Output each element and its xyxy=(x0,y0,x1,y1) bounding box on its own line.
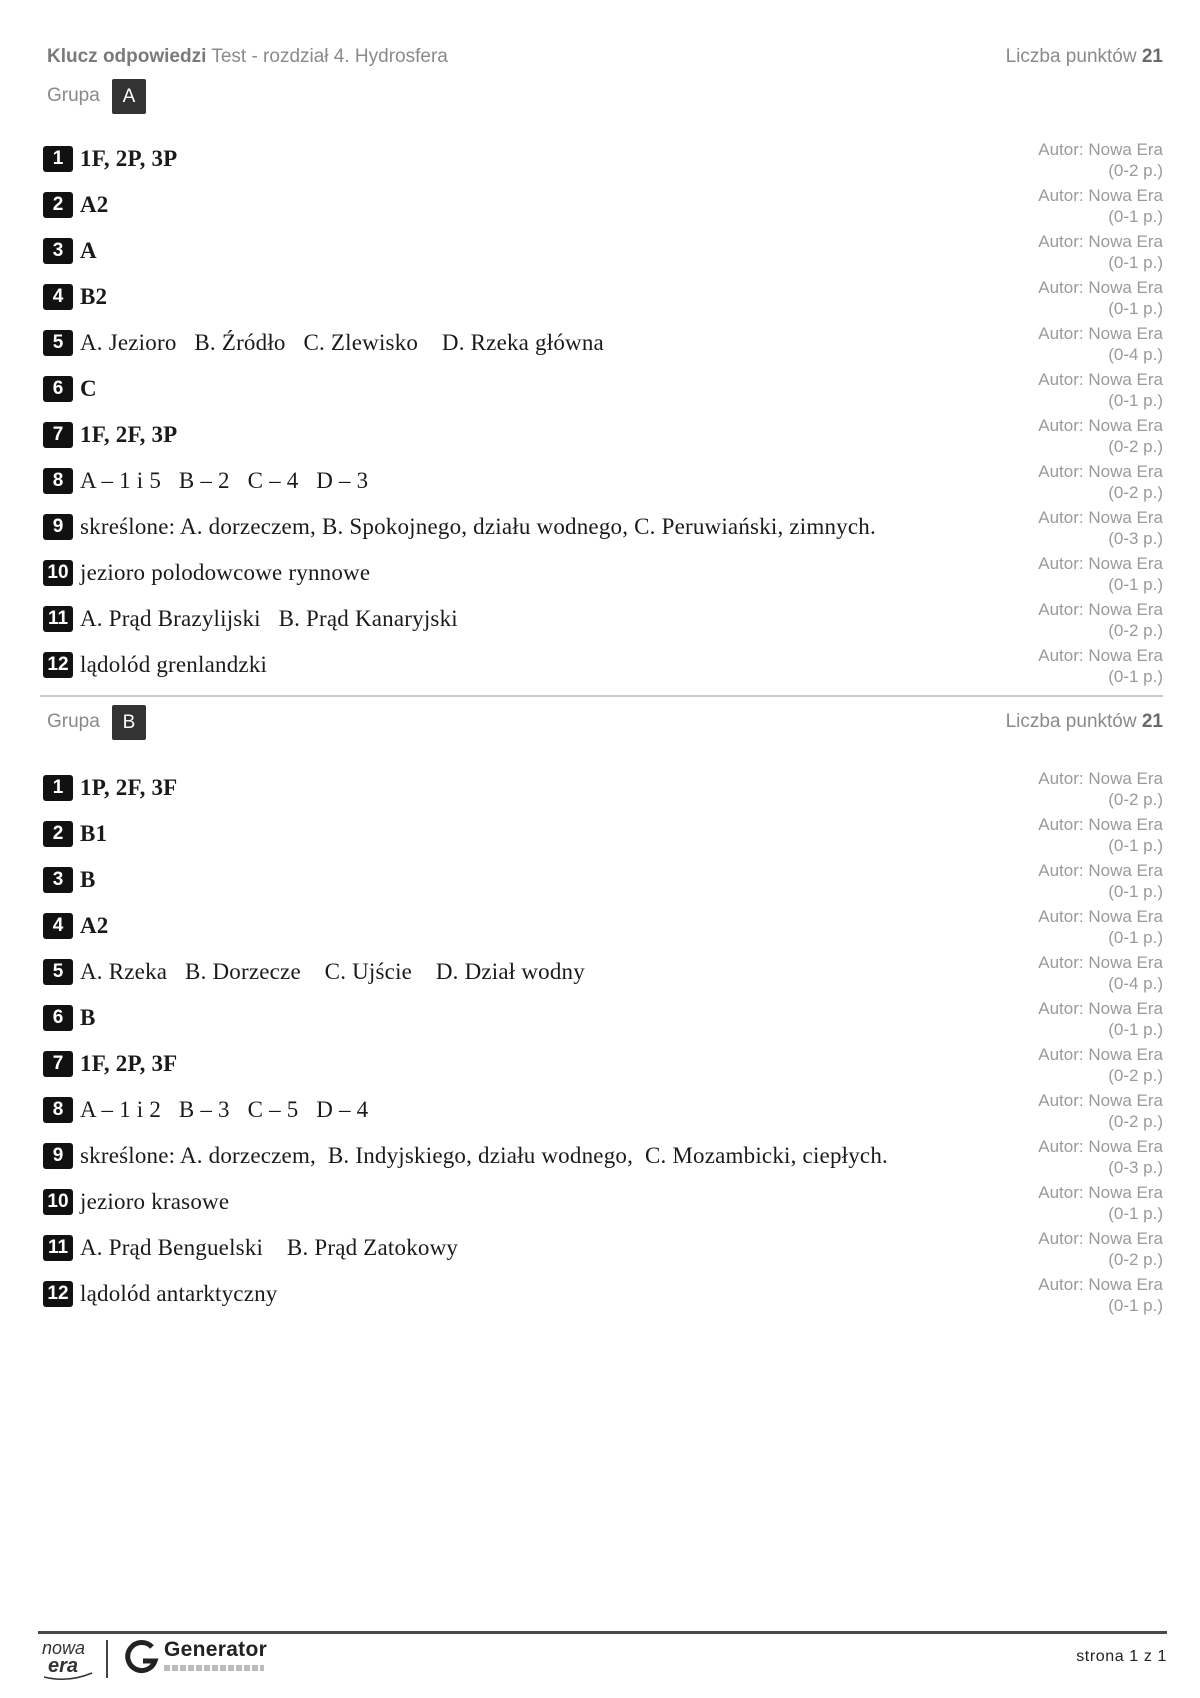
answer-text: 1F, 2P, 3F xyxy=(80,1051,178,1076)
answer-text: A2 xyxy=(80,192,109,217)
author-label: Autor: Nowa Era xyxy=(1038,462,1163,481)
score-range: (0-1 p.) xyxy=(1108,667,1163,686)
answer-row xyxy=(40,1091,1163,1141)
answer-row xyxy=(40,324,1163,374)
question-number-badge: 1 xyxy=(43,146,73,172)
question-number-badge: 4 xyxy=(43,913,73,939)
nowa-era-logo xyxy=(40,1637,96,1681)
question-number-badge: 1 xyxy=(43,775,73,801)
answer-text: B1 xyxy=(80,821,108,846)
document-title xyxy=(47,46,448,68)
author-label: Autor: Nowa Era xyxy=(1038,646,1163,665)
answer-row xyxy=(40,907,1163,957)
answer-meta xyxy=(1038,231,1163,273)
answer-row xyxy=(40,600,1163,650)
answer-meta xyxy=(1038,553,1163,595)
score-range: (0-1 p.) xyxy=(1108,207,1163,226)
points-value: 21 xyxy=(1141,711,1163,732)
logo-nowa-text: nowa xyxy=(42,1638,86,1658)
answer-text: lądolód antarktyczny xyxy=(80,1281,278,1306)
question-number-badge: 8 xyxy=(43,468,73,494)
answer-meta xyxy=(1038,860,1163,902)
group-header xyxy=(40,79,1163,119)
question-number-badge: 11 xyxy=(43,1235,73,1261)
group-points xyxy=(1006,711,1163,733)
score-range: (0-2 p.) xyxy=(1108,1250,1163,1269)
answer-text: 1F, 2F, 3P xyxy=(80,422,178,447)
nowa-era-logo-mark xyxy=(40,1637,96,1681)
answer-meta xyxy=(1038,814,1163,856)
question-number-badge: 10 xyxy=(43,560,73,586)
answer-list-b xyxy=(40,769,1163,1325)
score-range: (0-4 p.) xyxy=(1108,974,1163,993)
title-bold: Klucz odpowiedzi xyxy=(47,46,207,67)
author-label: Autor: Nowa Era xyxy=(1038,861,1163,880)
group-badge: A xyxy=(112,79,146,114)
score-range: (0-1 p.) xyxy=(1108,882,1163,901)
answer-row xyxy=(40,815,1163,865)
answer-row xyxy=(40,1183,1163,1233)
author-label: Autor: Nowa Era xyxy=(1038,907,1163,926)
author-label: Autor: Nowa Era xyxy=(1038,232,1163,251)
answer-text: skreślone: A. dorzeczem, B. Indyjskiego, działu wodnego, C. Mozambicki, ciepłych. xyxy=(80,1143,888,1168)
author-label: Autor: Nowa Era xyxy=(1038,324,1163,343)
generator-logo-text: Generator xyxy=(164,1638,268,1661)
answer-meta xyxy=(1038,1228,1163,1270)
score-range: (0-3 p.) xyxy=(1108,529,1163,548)
score-range: (0-4 p.) xyxy=(1108,345,1163,364)
question-number-badge: 11 xyxy=(43,606,73,632)
answer-text: A – 1 i 5 B – 2 C – 4 D – 3 xyxy=(80,468,369,493)
title-rest: Test - rozdział 4. Hydrosfera xyxy=(211,46,448,67)
author-label: Autor: Nowa Era xyxy=(1038,140,1163,159)
score-range: (0-1 p.) xyxy=(1108,299,1163,318)
score-range: (0-3 p.) xyxy=(1108,1158,1163,1177)
question-number-badge: 2 xyxy=(43,821,73,847)
answer-meta xyxy=(1038,1182,1163,1224)
answer-meta xyxy=(1038,998,1163,1040)
answer-text: B xyxy=(80,1005,96,1030)
answer-text: 1P, 2F, 3F xyxy=(80,775,178,800)
author-label: Autor: Nowa Era xyxy=(1038,769,1163,788)
answer-row xyxy=(40,186,1163,236)
author-label: Autor: Nowa Era xyxy=(1038,600,1163,619)
author-label: Autor: Nowa Era xyxy=(1038,815,1163,834)
answer-meta xyxy=(1038,507,1163,549)
question-number-badge: 3 xyxy=(43,238,73,264)
score-range: (0-1 p.) xyxy=(1108,1020,1163,1039)
answer-row xyxy=(40,140,1163,190)
answer-meta xyxy=(1038,1090,1163,1132)
answer-row xyxy=(40,232,1163,282)
answer-text: A – 1 i 2 B – 3 C – 5 D – 4 xyxy=(80,1097,369,1122)
logo-separator xyxy=(106,1640,108,1678)
answer-text: B xyxy=(80,867,96,892)
points-value: 21 xyxy=(1141,46,1163,67)
author-label: Autor: Nowa Era xyxy=(1038,278,1163,297)
question-number-badge: 10 xyxy=(43,1189,73,1215)
answer-text: B2 xyxy=(80,284,108,309)
answer-meta xyxy=(1038,906,1163,948)
answer-row xyxy=(40,370,1163,420)
answer-text: 1F, 2P, 3P xyxy=(80,146,178,171)
answer-row xyxy=(40,1045,1163,1095)
answer-row xyxy=(40,416,1163,466)
question-number-badge: 6 xyxy=(43,376,73,402)
group-badge: B xyxy=(112,705,146,740)
answer-meta xyxy=(1038,369,1163,411)
group-a xyxy=(40,79,1163,119)
answer-meta xyxy=(1038,323,1163,365)
answer-row xyxy=(40,1229,1163,1279)
author-label: Autor: Nowa Era xyxy=(1038,999,1163,1018)
answer-text: A2 xyxy=(80,913,109,938)
answer-meta xyxy=(1038,645,1163,687)
answer-meta xyxy=(1038,1044,1163,1086)
answer-row xyxy=(40,646,1163,696)
points-label: Liczba punktów xyxy=(1005,46,1137,67)
answer-row xyxy=(40,508,1163,558)
answer-row xyxy=(40,554,1163,604)
score-range: (0-2 p.) xyxy=(1108,1066,1163,1085)
score-range: (0-1 p.) xyxy=(1108,253,1163,272)
total-points xyxy=(1006,46,1163,68)
answer-text: A. Rzeka B. Dorzecze C. Ujście D. Dział wodny xyxy=(80,959,585,984)
question-number-badge: 4 xyxy=(43,284,73,310)
score-range: (0-2 p.) xyxy=(1108,483,1163,502)
answer-meta xyxy=(1038,139,1163,181)
author-label: Autor: Nowa Era xyxy=(1038,1229,1163,1248)
author-label: Autor: Nowa Era xyxy=(1038,1137,1163,1156)
question-number-badge: 9 xyxy=(43,1143,73,1169)
score-range: (0-2 p.) xyxy=(1108,437,1163,456)
author-label: Autor: Nowa Era xyxy=(1038,186,1163,205)
answer-meta xyxy=(1038,185,1163,227)
author-label: Autor: Nowa Era xyxy=(1038,1275,1163,1294)
points-label: Liczba punktów xyxy=(1005,711,1137,732)
generator-tagline-mark xyxy=(164,1665,264,1671)
score-range: (0-1 p.) xyxy=(1108,836,1163,855)
author-label: Autor: Nowa Era xyxy=(1038,554,1163,573)
score-range: (0-2 p.) xyxy=(1108,621,1163,640)
answer-meta xyxy=(1038,768,1163,810)
answer-text: A. Prąd Benguelski B. Prąd Zatokowy xyxy=(80,1235,459,1260)
answer-meta xyxy=(1038,277,1163,319)
answer-row xyxy=(40,861,1163,911)
answer-meta xyxy=(1038,599,1163,641)
generator-g-icon xyxy=(122,1637,162,1677)
answer-meta xyxy=(1038,415,1163,457)
author-label: Autor: Nowa Era xyxy=(1038,370,1163,389)
answer-list-a xyxy=(40,140,1163,696)
question-number-badge: 12 xyxy=(43,1281,73,1307)
score-range: (0-1 p.) xyxy=(1108,928,1163,947)
author-label: Autor: Nowa Era xyxy=(1038,1091,1163,1110)
question-number-badge: 3 xyxy=(43,867,73,893)
question-number-badge: 7 xyxy=(43,422,73,448)
answer-text: A. Jezioro B. Źródło C. Zlewisko D. Rzeka główna xyxy=(80,330,604,355)
answer-row xyxy=(40,769,1163,819)
score-range: (0-2 p.) xyxy=(1108,1112,1163,1131)
author-label: Autor: Nowa Era xyxy=(1038,416,1163,435)
group-label: Grupa xyxy=(47,711,100,732)
group-header xyxy=(40,705,1163,745)
answer-meta xyxy=(1038,1274,1163,1316)
footer-rule xyxy=(38,1631,1167,1634)
question-number-badge: 9 xyxy=(43,514,73,540)
answer-text: jezioro krasowe xyxy=(80,1189,230,1214)
logo-era-text: era xyxy=(48,1655,79,1677)
page-number: strona 1 z 1 xyxy=(1076,1648,1167,1665)
answer-text: C xyxy=(80,376,97,401)
score-range: (0-2 p.) xyxy=(1108,790,1163,809)
question-number-badge: 2 xyxy=(43,192,73,218)
answer-meta xyxy=(1038,461,1163,503)
answer-text: A. Prąd Brazylijski B. Prąd Kanaryjski xyxy=(80,606,458,631)
author-label: Autor: Nowa Era xyxy=(1038,508,1163,527)
score-range: (0-1 p.) xyxy=(1108,1204,1163,1223)
answer-text: A xyxy=(80,238,97,263)
score-range: (0-1 p.) xyxy=(1108,1296,1163,1315)
group-b xyxy=(40,705,1163,745)
answer-row xyxy=(40,999,1163,1049)
author-label: Autor: Nowa Era xyxy=(1038,1045,1163,1064)
answer-row xyxy=(40,953,1163,1003)
document-header xyxy=(47,46,1163,76)
question-number-badge: 5 xyxy=(43,959,73,985)
group-label: Grupa xyxy=(47,85,100,106)
section-divider xyxy=(40,695,1163,697)
question-number-badge: 12 xyxy=(43,652,73,678)
question-number-badge: 7 xyxy=(43,1051,73,1077)
score-range: (0-1 p.) xyxy=(1108,575,1163,594)
question-number-badge: 6 xyxy=(43,1005,73,1031)
answer-row xyxy=(40,462,1163,512)
answer-meta xyxy=(1038,1136,1163,1178)
answer-text: skreślone: A. dorzeczem, B. Spokojnego, działu wodnego, C. Peruwiański, zimnych. xyxy=(80,514,876,539)
answer-row xyxy=(40,278,1163,328)
answer-row xyxy=(40,1275,1163,1325)
answer-meta xyxy=(1038,952,1163,994)
question-number-badge: 8 xyxy=(43,1097,73,1123)
answer-row xyxy=(40,1137,1163,1187)
question-number-badge: 5 xyxy=(43,330,73,356)
answer-text: jezioro polodowcowe rynnowe xyxy=(80,560,371,585)
author-label: Autor: Nowa Era xyxy=(1038,953,1163,972)
score-range: (0-2 p.) xyxy=(1108,161,1163,180)
author-label: Autor: Nowa Era xyxy=(1038,1183,1163,1202)
answer-text: lądolód grenlandzki xyxy=(80,652,268,677)
score-range: (0-1 p.) xyxy=(1108,391,1163,410)
